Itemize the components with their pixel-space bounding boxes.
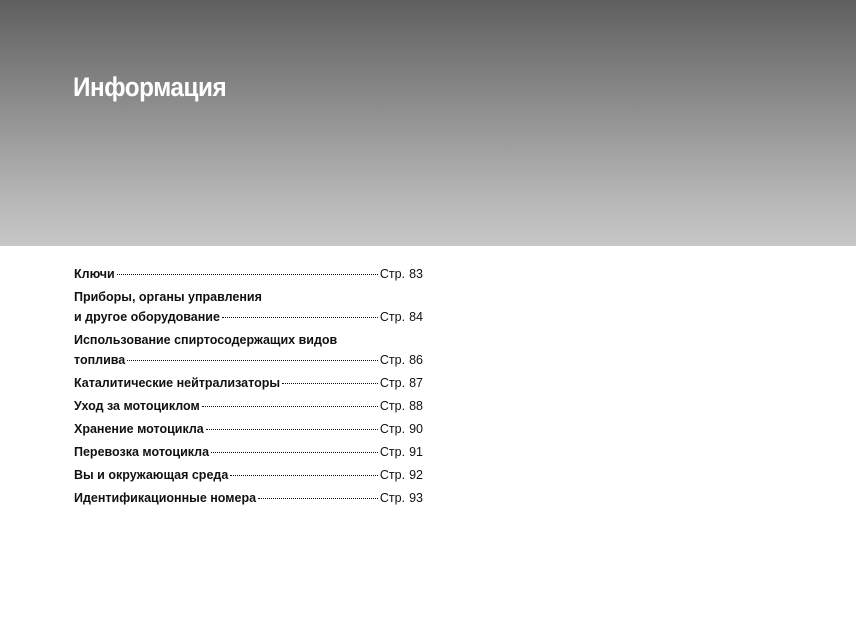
- toc-page-prefix: Стр.: [379, 468, 406, 482]
- toc-label: топлива: [74, 353, 126, 367]
- toc-page-number: 93: [409, 491, 423, 505]
- toc-page-prefix: Стр.: [379, 376, 406, 390]
- toc-leader-dots: [230, 475, 378, 476]
- header-band: [0, 0, 856, 246]
- toc-page-ref: [380, 264, 423, 284]
- toc-label: Ключи: [74, 267, 115, 281]
- toc-entry[interactable]: [74, 396, 423, 416]
- toc-page-prefix: Стр.: [379, 310, 406, 324]
- toc-label-first-line: Использование спиртосодержащих видов: [74, 333, 338, 347]
- toc-page-prefix: Стр.: [379, 399, 406, 413]
- toc-entry[interactable]: [74, 330, 423, 370]
- toc-page-ref: [380, 396, 423, 416]
- toc-entry[interactable]: [74, 264, 423, 284]
- toc-line: [74, 442, 423, 462]
- toc-leader-dots: [282, 383, 378, 384]
- toc-page-prefix: Стр.: [379, 445, 406, 459]
- toc-page-number: 88: [409, 399, 423, 413]
- toc-label: Хранение мотоцикла: [74, 422, 204, 436]
- toc-page-number: 92: [409, 468, 423, 482]
- toc-line: [74, 264, 423, 284]
- toc-line: [74, 350, 423, 370]
- toc-page-number: 84: [409, 310, 423, 324]
- toc-label: Вы и окружающая среда: [74, 468, 229, 482]
- toc-page-number: 91: [409, 445, 423, 459]
- toc-leader-dots: [211, 452, 378, 453]
- toc-entry[interactable]: [74, 442, 423, 462]
- toc-leader-dots: [117, 274, 378, 275]
- toc-page-prefix: Стр.: [379, 491, 406, 505]
- toc-page-prefix: Стр.: [379, 353, 406, 367]
- toc-leader-dots: [222, 317, 378, 318]
- toc-label-first-line: Приборы, органы управления: [74, 290, 262, 304]
- toc-page-number: 90: [409, 422, 423, 436]
- toc-entry[interactable]: [74, 419, 423, 439]
- toc-label: Каталитические нейтрализаторы: [74, 376, 281, 390]
- toc-page-ref: [380, 488, 423, 508]
- toc-page-prefix: Стр.: [379, 267, 406, 281]
- toc-line: [74, 307, 423, 327]
- toc-line: [74, 396, 423, 416]
- toc-label: Перевозка мотоцикла: [74, 445, 210, 459]
- toc-line: [74, 488, 423, 508]
- toc-page-ref: [380, 307, 423, 327]
- table-of-contents: [74, 261, 423, 508]
- toc-label: и другое оборудование: [74, 310, 220, 324]
- toc-label: Уход за мотоциклом: [74, 399, 200, 413]
- toc-page-ref: [380, 465, 423, 485]
- toc-label: Идентификационные номера: [74, 491, 257, 505]
- toc-leader-dots: [127, 360, 378, 361]
- toc-leader-dots: [206, 429, 378, 430]
- toc-entry[interactable]: [74, 488, 423, 508]
- toc-page-number: 86: [409, 353, 423, 367]
- toc-page-ref: [380, 350, 423, 370]
- toc-entry[interactable]: [74, 465, 423, 485]
- toc-entry[interactable]: [74, 287, 423, 327]
- toc-page-ref: [380, 442, 423, 462]
- toc-line: [74, 373, 423, 393]
- toc-page-number: 87: [409, 376, 423, 390]
- toc-page-prefix: Стр.: [379, 422, 406, 436]
- toc-page-number: 83: [409, 267, 423, 281]
- toc-leader-dots: [258, 498, 378, 499]
- page-title: Информация: [73, 72, 227, 102]
- toc-page-ref: [380, 419, 423, 439]
- toc-page-ref: [380, 373, 423, 393]
- toc-line: [74, 465, 423, 485]
- toc-entry[interactable]: [74, 373, 423, 393]
- toc-leader-dots: [202, 406, 378, 407]
- toc-line: [74, 419, 423, 439]
